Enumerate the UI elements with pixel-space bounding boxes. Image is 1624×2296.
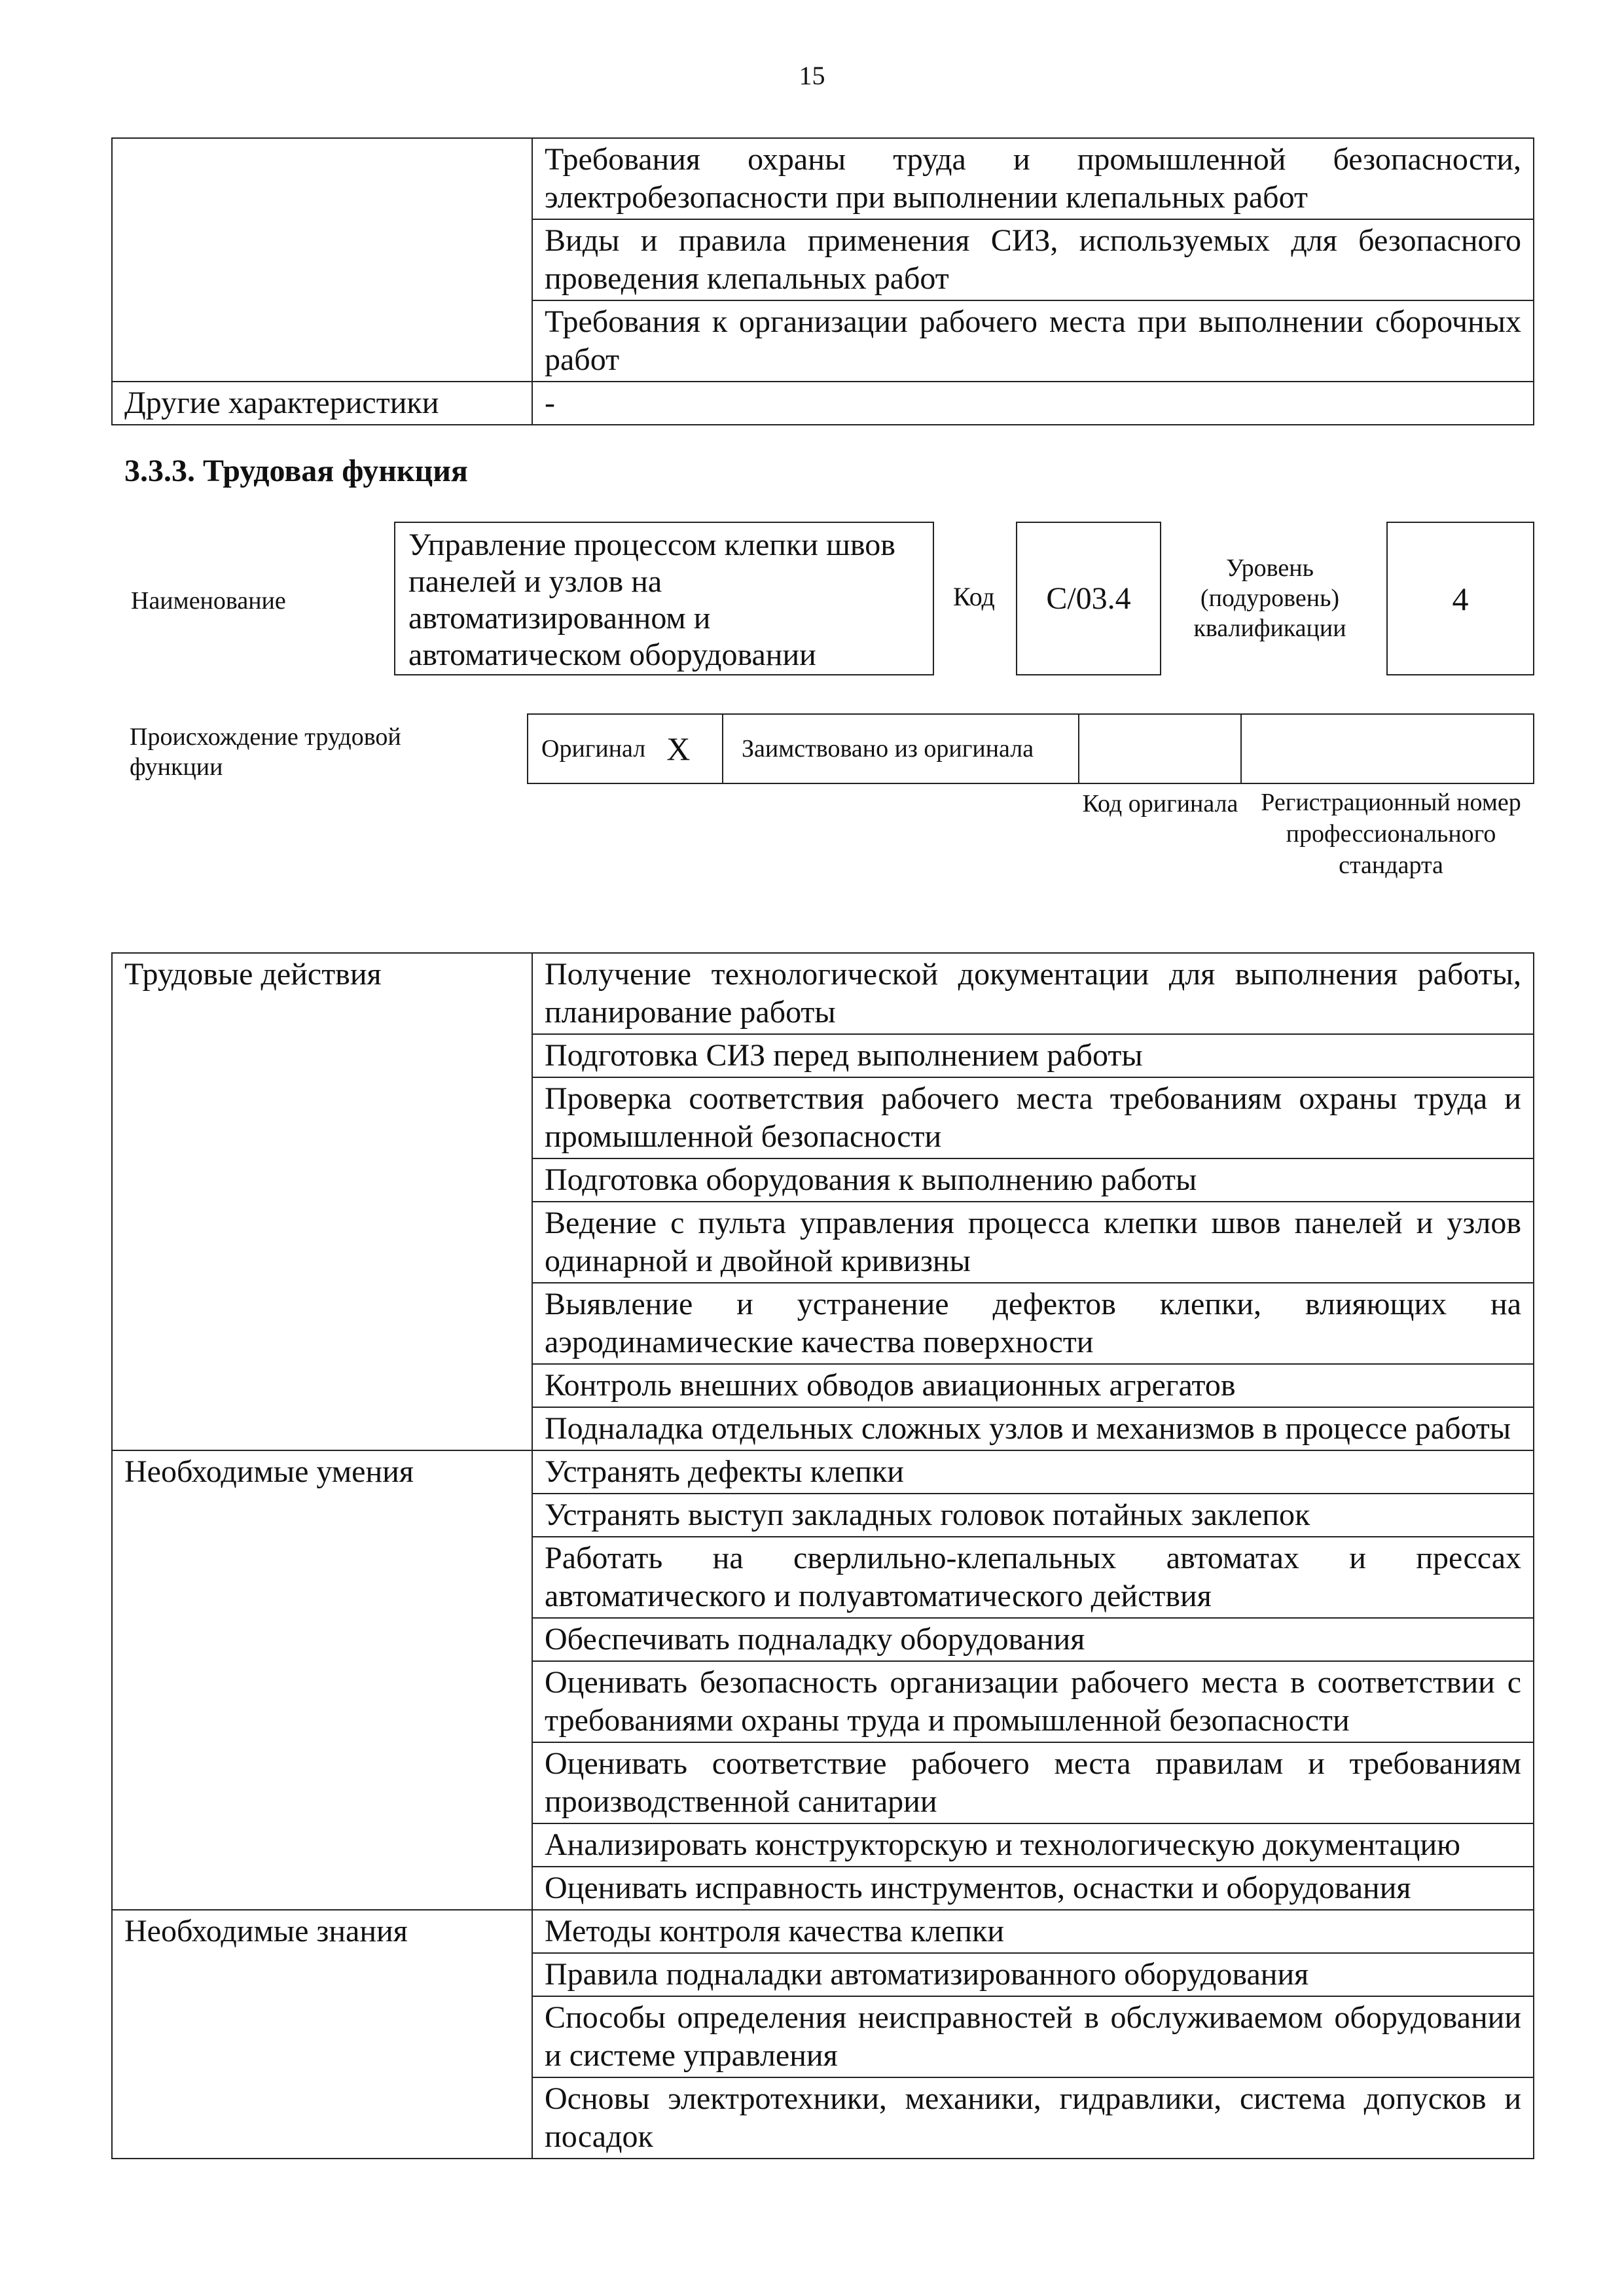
table-row: Виды и правила применения СИЗ, используемых для безопасного проведения клепальных работ: [532, 219, 1534, 300]
qualification-level-label: Уровень (подуровень) квалификации: [1193, 554, 1346, 642]
continued-requirements-table: [111, 137, 1534, 425]
table-row: Способы определения неисправностей в обслуживаемом оборудовании и системе управления: [532, 1996, 1534, 2077]
section-heading: 3.3.3. Трудовая функция: [124, 454, 468, 488]
reg-number-caption: Регистрационный номер профессионального стандарта: [1261, 789, 1521, 879]
table-row: Оценивать безопасность организации рабочего места в соответствии с требованиями охраны труда и промышленной безопасности: [532, 1661, 1534, 1742]
original-label: Оригинал: [541, 735, 646, 762]
function-name-box: Управление процессом клепки швов панелей и узлов на автоматизированном и автоматическом оборудовании: [394, 522, 934, 675]
table-row: Ведение с пульта управления процесса клепки швов панелей и узлов одинарной и двойной кривизны: [532, 1202, 1534, 1283]
code-label: Код: [953, 582, 995, 611]
table-row: Основы электротехники, механики, гидравлики, система допусков и посадок: [532, 2077, 1534, 2159]
table-row: Контроль внешних обводов авиационных агрегатов: [532, 1364, 1534, 1407]
table-row: Оценивать соответствие рабочего места правилам и требованиям производственной санитарии: [532, 1742, 1534, 1823]
table-row: Анализировать конструкторскую и технологическую документацию: [532, 1823, 1534, 1867]
origin-original-cell: [527, 713, 723, 784]
origin-code-caption: Код оригинала: [1082, 790, 1238, 817]
table-row: Обеспечивать подналадку оборудования: [532, 1618, 1534, 1661]
table-row: Подналадка отдельных сложных узлов и механизмов в процессе работы: [532, 1407, 1534, 1450]
table-row: Проверка соответствия рабочего места требованиям охраны труда и промышленной безопасности: [532, 1077, 1534, 1158]
labor-function-table: [111, 952, 1534, 2159]
origin-borrowed-cell: Заимствовано из оригинала: [722, 713, 1079, 784]
required-skills-label: Необходимые умения: [112, 1450, 532, 1910]
table-row: Оценивать исправность инструментов, оснастки и оборудования: [532, 1867, 1534, 1910]
table-row: Выявление и устранение дефектов клепки, влияющих на аэродинамические качества поверхности: [532, 1283, 1534, 1364]
table-row: Подготовка СИЗ перед выполнением работы: [532, 1034, 1534, 1077]
empty-label-cell: [112, 138, 532, 382]
table-row: Работать на сверлильно-клепальных автоматах и прессах автоматического и полуавтоматического действия: [532, 1537, 1534, 1618]
table-row: Устранять дефекты клепки: [532, 1450, 1534, 1494]
qualification-level-box: 4: [1386, 522, 1534, 675]
labor-actions-label: Трудовые действия: [112, 953, 532, 1450]
table-row: Подготовка оборудования к выполнению работы: [532, 1158, 1534, 1202]
table-row: Устранять выступ закладных головок потайных заклепок: [532, 1494, 1534, 1537]
name-label: Наименование: [131, 587, 286, 615]
table-row: Методы контроля качества клепки: [532, 1910, 1534, 1953]
other-characteristics-value: -: [532, 382, 1534, 425]
origin-reg-number-cell: [1240, 713, 1534, 784]
table-row: Требования охраны труда и промышленной безопасности, электробезопасности при выполнении клепальных работ: [532, 138, 1534, 219]
origin-label: Происхождение трудовой функции: [130, 723, 401, 781]
table-row: Получение технологической документации для выполнения работы, планирование работы: [532, 953, 1534, 1034]
table-row: Правила подналадки автоматизированного оборудования: [532, 1953, 1534, 1996]
function-code-box: C/03.4: [1016, 522, 1161, 675]
table-row: Требования к организации рабочего места при выполнении сборочных работ: [532, 300, 1534, 382]
other-characteristics-label: Другие характеристики: [112, 382, 532, 425]
original-mark: X: [666, 730, 691, 767]
page-number: 15: [799, 61, 825, 90]
required-knowledge-label: Необходимые знания: [112, 1910, 532, 2159]
origin-code-cell: [1078, 713, 1242, 784]
